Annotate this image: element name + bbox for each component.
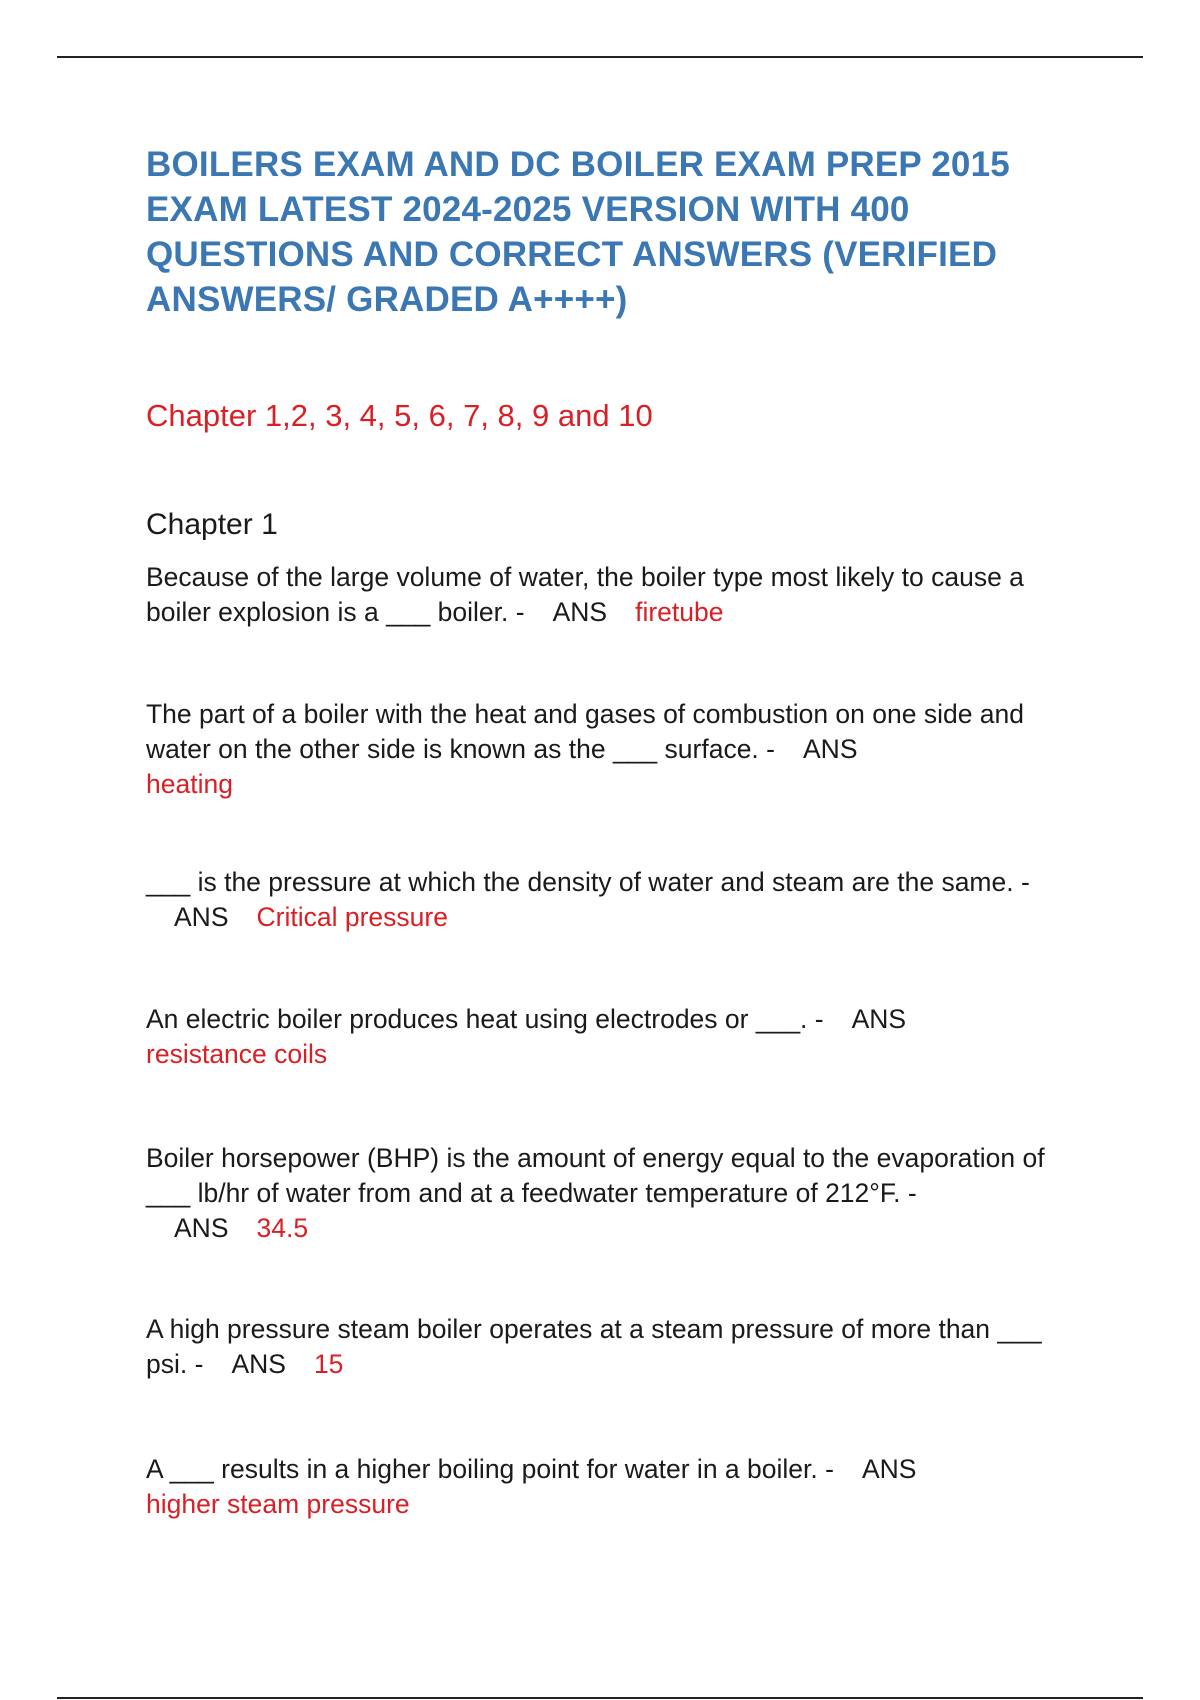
answer-text: resistance coils (146, 1039, 328, 1069)
answer-text: higher steam pressure (146, 1489, 410, 1519)
question-text: An electric boiler produces heat using electrodes or ___. - (146, 1004, 824, 1034)
question-text: A high pressure steam boiler operates at a steam pressure of more than ___ psi. - (146, 1314, 1042, 1379)
chapter-heading: Chapter 1 (146, 508, 278, 541)
chapters-subtitle: Chapter 1,2, 3, 4, 5, 6, 7, 8, 9 and 10 (146, 398, 653, 433)
question-text: ___ is the pressure at which the density of water and steam are the same. - (146, 867, 1030, 897)
question-item (146, 1002, 1076, 1072)
question-item (146, 865, 1076, 935)
question-text: Boiler horsepower (BHP) is the amount of energy equal to the evaporation of ___ lb/hr of water from and at a feedwater temperature of 212°F. - (146, 1143, 1045, 1208)
ans-label: ANS (803, 734, 858, 764)
answer-text: 34.5 (256, 1213, 309, 1243)
ans-label: ANS (552, 597, 608, 627)
ans-label: ANS (174, 902, 229, 932)
document-body (146, 142, 1076, 1522)
question-item (146, 1452, 1076, 1522)
ans-label: ANS (861, 1454, 917, 1484)
document-title: BOILERS EXAM AND DC BOILER EXAM PREP 2015 EXAM LATEST 2024-2025 VERSION WITH 400 QUESTIONS AND CORRECT ANSWERS (VERIFIED ANSWERS/ GRADED A++++) (146, 145, 1010, 319)
question-text: The part of a boiler with the heat and gases of combustion on one side and water on the other side is known as the ___ surface. - (146, 699, 1025, 764)
ans-label: ANS (231, 1349, 286, 1379)
answer-text: 15 (313, 1349, 344, 1379)
footer-rule (57, 1697, 1143, 1699)
question-item (146, 1141, 1076, 1246)
ans-label: ANS (851, 1004, 907, 1034)
header-rule (57, 56, 1143, 58)
question-item (146, 560, 1076, 630)
ans-label: ANS (174, 1213, 229, 1243)
question-item (146, 1312, 1076, 1382)
question-item (146, 697, 1076, 802)
question-text: A ___ results in a higher boiling point for water in a boiler. - (146, 1454, 834, 1484)
answer-text: Critical pressure (256, 902, 448, 932)
answer-text: heating (146, 769, 233, 799)
answer-text: firetube (635, 597, 724, 627)
question-text: Because of the large volume of water, the boiler type most likely to cause a boiler explosion is a ___ boiler. - (146, 562, 1024, 627)
